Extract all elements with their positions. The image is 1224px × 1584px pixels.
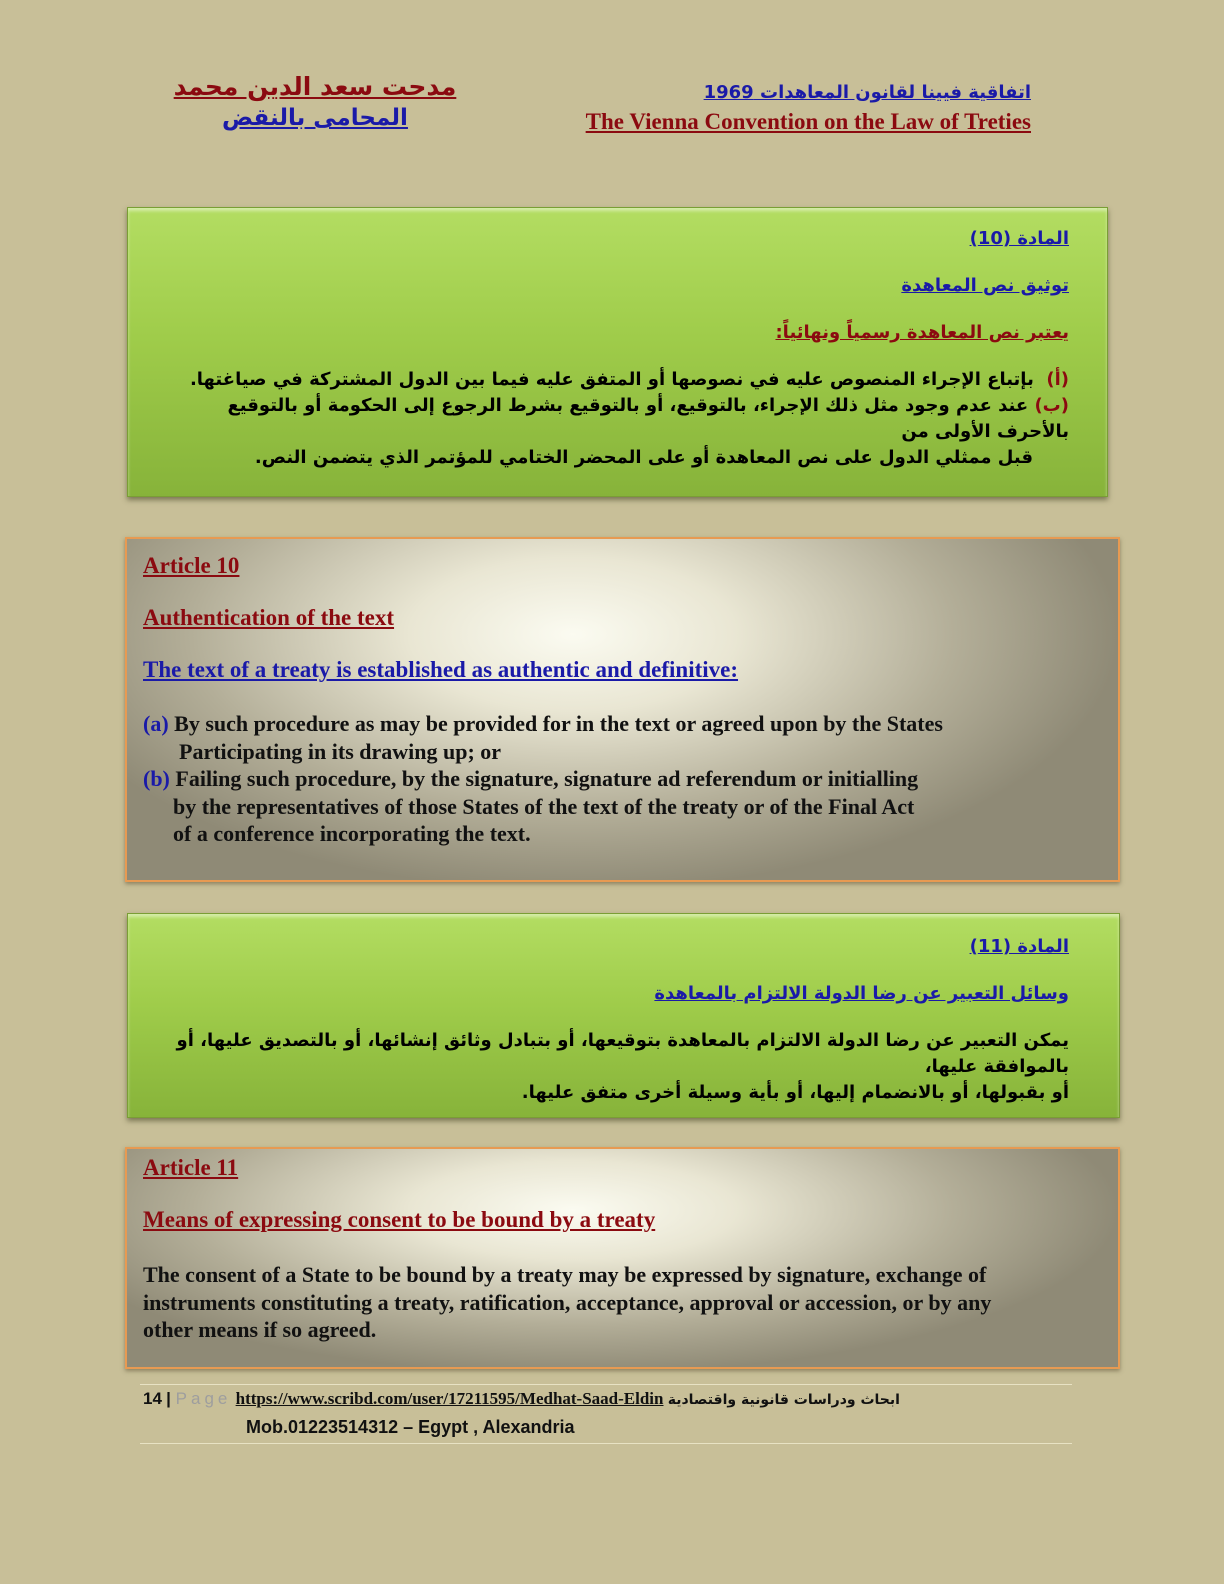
article-11-english-box: [125, 1147, 1120, 1369]
english-doc-title: The Vienna Convention on the Law of Treties: [585, 109, 1031, 134]
article-10-subtitle: Authentication of the text: [143, 605, 395, 630]
item-a-line2: Participating in its drawing up; or: [179, 738, 502, 764]
arabic-doc-title: اتفاقية فيينا لقانون المعاهدات 1969: [703, 82, 1031, 103]
article-10-item-a: [143, 710, 1102, 738]
footer-arabic-text: ابحاث ودراسات قانونية واقتصادية: [667, 1392, 900, 1408]
scribd-link[interactable]: https://www.scribd.com/user/17211595/Medhat-Saad-Eldin: [235, 1389, 664, 1408]
article-10-lead: The text of a treaty is established as authentic and definitive:: [143, 657, 739, 682]
item-b-text-line1: عند عدم وجود مثل ذلك الإجراء، بالتوقيع، أو بالتوقيع بشرط الرجوع إلى الحكومة أو بالتوقيع بالأحرف الأولى من: [227, 395, 1069, 442]
item-a-marker: (أ): [1046, 369, 1069, 390]
article-10-english-box: [125, 537, 1120, 882]
item-a-text: بإتباع الإجراء المنصوص عليه في نصوصها أو المتفق عليه فيما بين الدول المشتركة في صياغتها.: [189, 369, 1034, 390]
page-number: 14: [143, 1389, 162, 1408]
item-a-line1: By such procedure as may be provided for in the text or agreed upon by the States: [174, 711, 943, 736]
article-10-ar-item-b: [168, 393, 1069, 445]
article-10-arabic-box: [127, 207, 1108, 497]
article-10-items: [143, 710, 1102, 848]
article-11-body-line1: The consent of a State to be bound by a treaty may be expressed by signature, exchange of: [143, 1262, 987, 1287]
author-block: [170, 72, 460, 131]
item-b-line1: Failing such procedure, by the signature, signature ad referendum or initialling: [175, 766, 919, 791]
article-11-body-line2: instruments constituting a treaty, ratification, acceptance, approval or accession, or by any: [143, 1289, 992, 1315]
article-10-ar-lead: يعتبر نص المعاهدة رسمياً ونهائياً:: [775, 322, 1069, 343]
item-b-marker: (ب): [1034, 395, 1069, 416]
author-name: مدحت سعد الدين محمد: [173, 72, 457, 101]
article-11-ar-subheading: وسائل التعبير عن رضا الدولة الالتزام بالمعاهدة: [654, 983, 1069, 1004]
article-11-ar-body: [152, 1028, 1069, 1106]
item-b-label: (b): [143, 766, 170, 791]
article-10-ar-item-a: [168, 367, 1069, 393]
article-11-title: Article 11: [143, 1155, 239, 1180]
article-11-subtitle: Means of expressing consent to be bound by a treaty: [143, 1207, 656, 1232]
page-footer: [140, 1384, 1072, 1444]
footer-separator: |: [166, 1389, 176, 1408]
article-10-title: Article 10: [143, 553, 240, 578]
article-11-arabic-box: [127, 913, 1120, 1118]
article-11-ar-body-line1: يمكن التعبير عن رضا الدولة الالتزام بالمعاهدة بتوقيعها، أو بتبادل وثائق إنشائها، أو بالتصديق عليها، أو بالموافقة عليها،: [176, 1030, 1069, 1077]
item-b-line3: of a conference incorporating the text.: [173, 821, 531, 846]
article-11-ar-heading: المادة (11): [969, 936, 1069, 957]
article-10-ar-items: [168, 367, 1069, 471]
article-10-ar-subheading: توثيق نص المعاهدة: [901, 275, 1069, 296]
article-10-ar-heading: المادة (10): [969, 228, 1069, 249]
footer-line-1: [143, 1389, 900, 1409]
item-b-text-line2: قبل ممثلي الدول على نص المعاهدة أو على المحضر الختامي للمؤتمر الذي يتضمن النص.: [254, 447, 1033, 468]
article-10-item-b: [143, 765, 1102, 793]
footer-contact: Mob.01223514312 – Egypt , Alexandria: [246, 1417, 575, 1437]
article-11-ar-body-line2: أو بقبولها، أو بالانضمام إليها، أو بأية وسيلة أخرى متفق عليها.: [521, 1082, 1069, 1103]
article-11-body: [143, 1261, 1102, 1344]
item-b-line2: by the representatives of those States of the text of the treaty or of the Final Act: [173, 793, 915, 819]
author-title: المحامى بالنقض: [222, 105, 408, 131]
item-a-label: (a): [143, 711, 169, 736]
document-title-block: [586, 82, 1031, 135]
page-label: Page: [175, 1389, 232, 1408]
article-11-body-line3: other means if so agreed.: [143, 1317, 377, 1342]
